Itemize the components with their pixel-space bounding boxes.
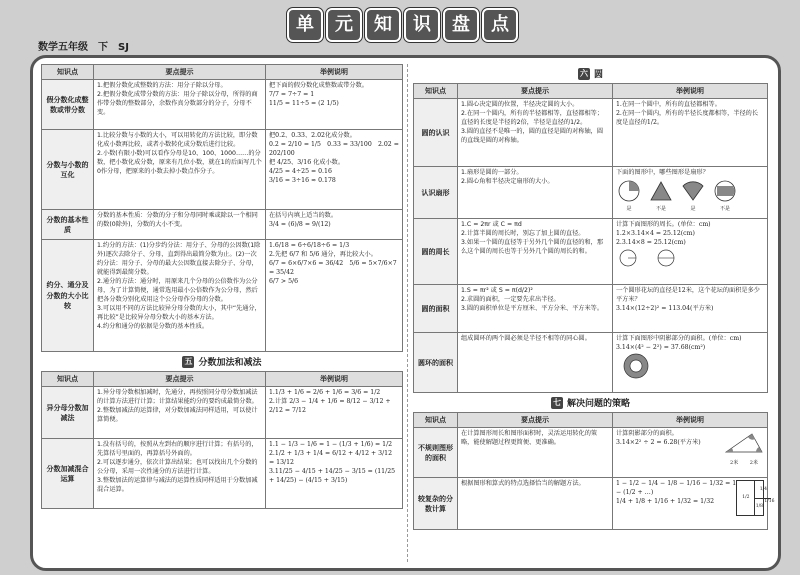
tip-text: 根据图形和算式的特点选择恰当的解题方法。 bbox=[458, 478, 613, 530]
col-header-point: 知识点 bbox=[42, 372, 94, 387]
section-title-5 bbox=[41, 354, 403, 369]
section-number: 五 bbox=[184, 356, 193, 366]
tip-text: 分数的基本性质：分数的分子和分母同时乘或除以一个相同的数(0除外)，分数的大小不变。 bbox=[94, 210, 266, 240]
example-text: 1.1/3 + 1/6 = 2/6 + 1/6 = 3/6 = 1/2 2.计算 2/3 − 1/4 + 1/6 = 8/12 − 3/12 + 2/12 = 7/12 bbox=[266, 387, 403, 439]
left-column bbox=[41, 64, 403, 562]
example-text: 计算阴影部分的面积。 3.14×2² ÷ 2 = 6.28(平方米) bbox=[616, 430, 701, 447]
example-text: 一个圆形花坛的直径是12米，这个花坛的面积是多少平方米？ 3.14×(12÷2)² = 113.04(平方米) bbox=[613, 285, 768, 333]
circle-figures bbox=[616, 248, 706, 268]
tip-text: 1.C = 2πr 或 C = πd 2.计算半圆的周长时，别忘了加上圆的直径。 3.如果一个圆的直径等于另外几个圆的直径的和，那么这个圆的周长也等于另外几个圆的周长的和。 bbox=[458, 219, 613, 285]
example-cell bbox=[613, 478, 775, 530]
example-text: 1 − 1/2 − 1/4 − 1/8 − 1/16 − 1/32 = 1 − (1/2 + …) 1/4 + 1/8 + 1/16 + 1/32 = 1/32 bbox=[616, 480, 737, 506]
knowledge-point: 圆的面积 bbox=[414, 285, 458, 333]
sector-label: 不是 bbox=[655, 206, 666, 213]
banner-char: 点 bbox=[482, 8, 518, 42]
table-row bbox=[42, 210, 403, 240]
col-header-tips: 要点提示 bbox=[458, 84, 613, 99]
example-cell bbox=[613, 333, 768, 393]
sector-figure bbox=[680, 180, 706, 213]
example-text: 1.在同一个圆中，所有的直径都相等。 2.在同一个圆内，所有的半径长度都相等，半径的长度是直径的1/2。 bbox=[613, 99, 768, 167]
col-header-point: 知识点 bbox=[414, 84, 458, 99]
table-row bbox=[42, 439, 403, 509]
quarter-part: 1/4 bbox=[755, 481, 771, 499]
example-wrap bbox=[616, 480, 775, 516]
knowledge-point: 分数的基本性质 bbox=[42, 210, 94, 240]
tip-text: 在计算图形周长和图形面积时，灵活运用转化的策略，能使解题过程更简便、更准确。 bbox=[458, 428, 613, 478]
tip-text: 1.S = πr² 或 S = π(d/2)² 2.求圆的面积，一定要先求出半径。 3.圆的面积单位是平方厘米、平方分米、平方米等。 bbox=[458, 285, 613, 333]
tip-text: 组成圆环的两个圆必须是半径不相等的同心圆。 bbox=[458, 333, 613, 393]
knowledge-point: 较复杂的分数计算 bbox=[414, 478, 458, 530]
tip-text: 1.没有括号的，按照从左到右的顺序进行计算；有括号的，先算括号里面的，再算括号外面的。 2.可以逐步通分，依次计算出结果；也可以找出几个分数的公分母，采用一次性通分的方法进行计算。 3.整数加法的运算律与减法的运算性质同样适用于分数加减混合运算。 bbox=[94, 439, 266, 509]
knowledge-point: 假分数化成整数或带分数 bbox=[42, 80, 94, 130]
knowledge-point: 圆环的面积 bbox=[414, 333, 458, 393]
table-header-row bbox=[414, 84, 768, 99]
example-cell bbox=[613, 219, 768, 285]
sector-figure bbox=[712, 180, 738, 213]
right-column bbox=[413, 64, 775, 562]
example-text: 在括号内填上适当的数。 3/4 = (6)/8 = 9/(12) bbox=[266, 210, 403, 240]
tip-text: 1.异分母分数相加减时，先通分，再按照同分母分数加减法的计算方法进行计算；计算结果能约分的要约成最简分数。 2.整数加减法的运算律，对分数加减法同样适用，可以使计算简便。 bbox=[94, 387, 266, 439]
section-title-6 bbox=[413, 66, 768, 81]
table-row bbox=[414, 333, 768, 393]
table-header-row bbox=[42, 372, 403, 387]
col-header-point: 知识点 bbox=[42, 65, 94, 80]
summary-sheet bbox=[30, 55, 781, 571]
grade-header: 数学五年级 下 SJ bbox=[38, 42, 129, 53]
tip-text: 1.扇形是圆的一部分。 2.圆心角和半径决定扇形的大小。 bbox=[458, 167, 613, 219]
knowledge-point: 异分母分数加减法 bbox=[42, 387, 94, 439]
banner-char: 单 bbox=[287, 8, 323, 42]
fraction-table bbox=[41, 64, 403, 352]
strategy-table bbox=[413, 412, 775, 530]
triangle-figure bbox=[724, 430, 764, 467]
example-cell bbox=[613, 428, 768, 478]
example-text: 把下面的假分数化成整数或带分数。 7/7 = 7÷7 = 1 11/5 = 11÷5 = (2 1/5) bbox=[266, 80, 403, 130]
table-row bbox=[414, 99, 768, 167]
col-header-example: 举例说明 bbox=[266, 65, 403, 80]
tip-text: 1.约分的方法：(1)分步约分法：用分子、分母的公因数(1除外)逐次去除分子、分母，直到得出最简分数为止。(2)一次约分法：用分子、分母的最大公因数直接去除分子、分母，就能得到最简分数。 2.通分的方法：通分时，用原来几个分母的公倍数作为公分母，为了计算简便，通常选用最小公倍数作为公分母，然后把各分数分别化成用这个公分母作分母的分数。 3.可以用不同的方法比较异分母分数的大小，其中“先通分，再比较”是比较异分母分数大小的基本方法。 4.约分和通分的依据是分数的基本性质。 bbox=[94, 240, 266, 352]
table-header-row bbox=[414, 413, 768, 428]
table-row bbox=[42, 240, 403, 352]
knowledge-point: 不规则图形的面积 bbox=[414, 428, 458, 478]
col-header-tips: 要点提示 bbox=[458, 413, 613, 428]
table-row bbox=[414, 167, 768, 219]
example-text: 计算下面图形的周长。(单位：cm) 1.2×3.14×4 = 25.12(cm) 2.3.14×8 = 25.12(cm) bbox=[616, 221, 711, 247]
table-row bbox=[414, 428, 768, 478]
side-label: 2米 bbox=[730, 460, 739, 467]
example-cell bbox=[613, 167, 768, 219]
banner-char: 元 bbox=[326, 8, 362, 42]
col-header-example: 举例说明 bbox=[613, 84, 768, 99]
example-text: 下面的图形中，哪些图形是扇形？ bbox=[616, 169, 709, 177]
ring-figure bbox=[616, 353, 656, 379]
section-title: 分数加法和减法 bbox=[198, 358, 262, 369]
banner-char: 识 bbox=[404, 8, 440, 42]
knowledge-point: 认识扇形 bbox=[414, 167, 458, 219]
knowledge-point: 约分、通分及分数的大小比较 bbox=[42, 240, 94, 352]
section-title-7 bbox=[413, 395, 768, 410]
sector-figure bbox=[616, 180, 642, 213]
half-part: 1/2 bbox=[737, 481, 755, 515]
table-row bbox=[414, 478, 768, 530]
banner-char: 盘 bbox=[443, 8, 479, 42]
knowledge-point: 分数加减混合运算 bbox=[42, 439, 94, 509]
sector-label: 是 bbox=[626, 206, 632, 213]
example-text: 1.6/18 = 6÷6/18÷6 = 1/3 2.先把 6/7 和 5/6 通分，再比较大小。 6/7 = 6×6/7×6 = 36/42 5/6 = 5×7/6×7 = 35/42 6/7 > 5/6 bbox=[266, 240, 403, 352]
banner-char: 知 bbox=[365, 8, 401, 42]
side-label: 2米 bbox=[749, 460, 758, 467]
sector-figure bbox=[648, 180, 674, 213]
table-row bbox=[42, 80, 403, 130]
tip-text: 1.比较分数与小数的大小，可以用转化的方法比较，即分数化成小数再比较，或者小数转化成分数后进行比较。 2.小数(有限小数)可以看作分母是10、100、1000……的分数，把小数化成分数，原来有几位小数，就在1的后面写几个0作分母，把原来的小数去掉小数点作分子。 bbox=[94, 130, 266, 210]
col-header-tips: 要点提示 bbox=[94, 65, 266, 80]
sector-figures bbox=[616, 180, 764, 213]
section-number: 六 bbox=[579, 68, 588, 78]
table-row bbox=[42, 387, 403, 439]
knowledge-point: 圆的认识 bbox=[414, 99, 458, 167]
tip-text: 1.圆心决定圆的位置，半径决定圆的大小。 2.在同一个圆内，所有的半径都相等，直径都相等；直径的长度是半径的2倍，半径是直径的1/2。 3.圆的直径不是唯一的，圆的直径是圆的对称轴，圆的直线是圆的对称轴。 bbox=[458, 99, 613, 167]
square-division-figure bbox=[736, 480, 775, 516]
sector-label: 不是 bbox=[719, 206, 730, 213]
col-header-example: 举例说明 bbox=[266, 372, 403, 387]
table-row bbox=[42, 130, 403, 210]
section-title: 圆 bbox=[593, 70, 603, 80]
col-header-tips: 要点提示 bbox=[94, 372, 266, 387]
table-row bbox=[414, 285, 768, 333]
knowledge-point: 分数与小数的互化 bbox=[42, 130, 94, 210]
eighth-part: 1/8 bbox=[755, 499, 764, 515]
sector-label: 是 bbox=[690, 206, 696, 213]
fraction-add-sub-table bbox=[41, 371, 403, 509]
col-header-point: 知识点 bbox=[414, 413, 458, 428]
circle-table bbox=[413, 83, 768, 393]
table-header-row bbox=[42, 65, 403, 80]
table-row bbox=[414, 219, 768, 285]
example-text: 1.1 − 1/3 − 1/6 = 1 − (1/3 + 1/6) = 1/2 2.1/2 + 1/3 + 1/4 = 6/12 + 4/12 + 3/12 = 13/12 3.11/25 − 4/15 + 14/25 − 3/15 = (11/25 + 14/25) − (4/15 + 3/15) bbox=[266, 439, 403, 509]
sixteenth-part: 1/16 bbox=[764, 499, 775, 505]
section-title: 解决问题的策略 bbox=[566, 399, 630, 410]
section-number: 七 bbox=[552, 397, 561, 407]
unit-banner bbox=[285, 8, 520, 38]
example-text: 计算下面图形中阴影部分的面积。(单位：cm) 3.14×(4² − 2²) = 37.68(cm²) bbox=[616, 335, 742, 352]
tip-text: 1.把假分数化成整数的方法：用分子除以分母。 2.把假分数化成带分数的方法：用分子除以分母，所得的商作带分数的整数部分，余数作真分数部分的分子，分母不变。 bbox=[94, 80, 266, 130]
column-divider bbox=[407, 64, 408, 562]
knowledge-point: 圆的周长 bbox=[414, 219, 458, 285]
col-header-example: 举例说明 bbox=[613, 413, 768, 428]
example-text: 把0.2、0.33、2.02化成分数。 0.2 = 2/10 = 1/5 0.33 = 33/100 2.02 = 202/100 把 4/25、3/16 化成小数。 4/25 = 4÷25 = 0.16 3/16 = 3÷16 ≈ 0.178 bbox=[266, 130, 403, 210]
example-wrap bbox=[616, 430, 764, 467]
